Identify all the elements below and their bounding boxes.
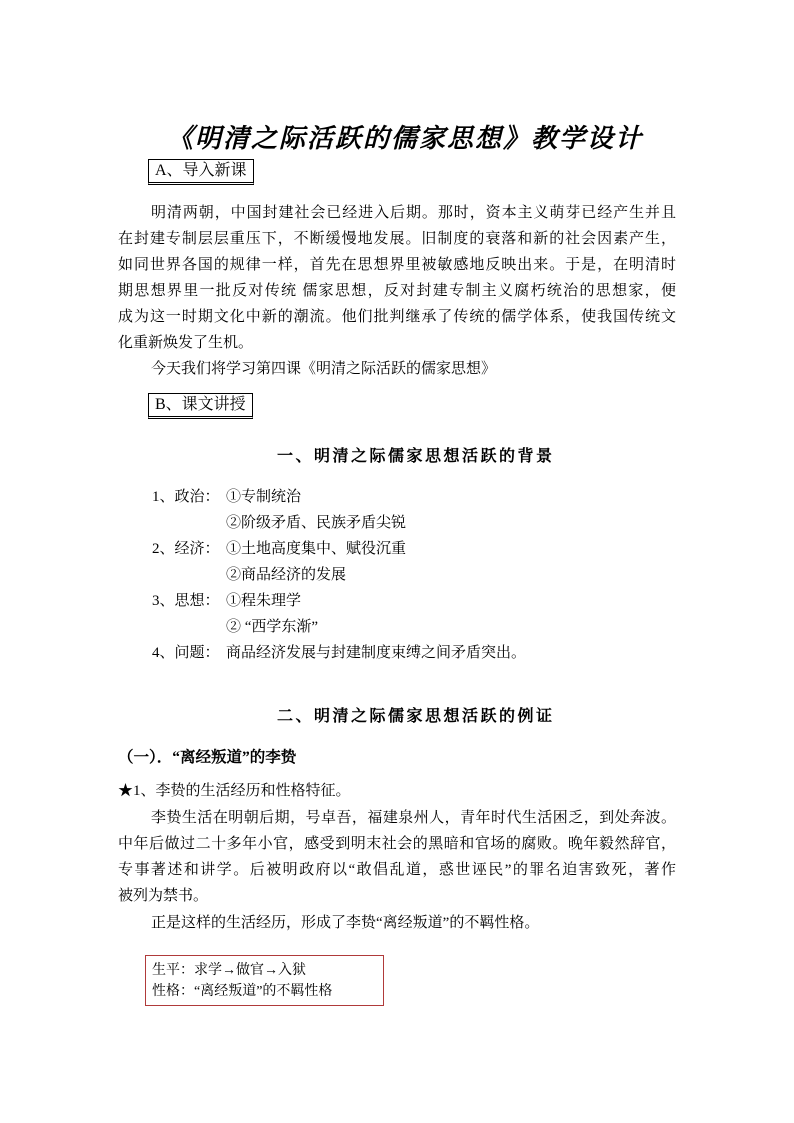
summary-character-line	[152, 981, 377, 1002]
paragraph-line: 明清两朝，中国封建社会已经进入后期。那时，资本主义萌芽已经产生并且	[151, 205, 676, 221]
paragraph-line: 李贽生活在明朝后期，号卓吾，福建泉州人，青年时代生活困乏，到处奔波。	[151, 810, 676, 826]
summary-life-label: 生平：	[152, 963, 194, 978]
intro-closing-line: 今天我们将学习第四课《明清之际活跃的儒家思想》	[151, 361, 497, 377]
factor-label: 4、问题：	[152, 645, 220, 661]
factor-item-thought-point-2	[152, 614, 526, 640]
part-1-heading: 一、明清之际儒家思想活跃的背景	[277, 446, 555, 465]
factor-point: ①专制统治	[226, 489, 302, 505]
factor-item-politics	[152, 484, 526, 510]
paragraph-line: 中年后做过二十多年小官，感受到明末社会的黑暗和官场的腐败。晚年毅然辞官，	[118, 836, 676, 852]
factor-label: 2、经济：	[152, 541, 220, 557]
factor-point: ②阶级矛盾、民族矛盾尖锐	[226, 515, 407, 531]
paragraph-line: 化重新焕发了生机。	[118, 335, 254, 351]
factor-item-economy	[152, 536, 526, 562]
factor-item-thought	[152, 588, 526, 614]
summary-character-value: “离经叛道”的不羁性格	[194, 984, 333, 999]
paragraph-line: 成为这一时期文化中新的潮流。他们批判继承了传统的儒学体系，使我国传统文	[118, 309, 676, 325]
factor-item-politics-point-2	[152, 510, 526, 536]
factor-point: ②商品经济的发展	[226, 567, 347, 583]
factor-label: 3、思想：	[152, 593, 220, 609]
factor-point: 商品经济发展与封建制度束缚之间矛盾突出。	[226, 645, 527, 661]
paragraph-line: 专事著述和讲学。后被明政府以“敢倡乱道，惑世诬民”的罪名迫害致死，著作	[118, 862, 676, 878]
point-title: ★1、李贽的生活经历和性格特征。	[118, 783, 351, 799]
background-factors-list	[152, 484, 526, 666]
summary-life-line	[152, 960, 377, 981]
conclusion-line: 正是这样的生活经历，形成了李贽“离经叛道”的不羁性格。	[151, 915, 540, 931]
paragraph-line: 被列为禁书。	[118, 888, 209, 904]
part-2-heading: 二、明清之际儒家思想活跃的例证	[277, 706, 555, 725]
factor-point: ①程朱理学	[226, 593, 302, 609]
factor-point: ①土地高度集中、赋役沉重	[226, 541, 407, 557]
summary-box	[145, 955, 384, 1006]
factor-item-economy-point-2	[152, 562, 526, 588]
intro-paragraph	[118, 200, 676, 382]
summary-character-label: 性格：	[152, 984, 194, 999]
paragraph-line: 在封建专制层层重压下，不断缓慢地发展。旧制度的衰落和新的社会因素产生，	[118, 231, 676, 247]
paragraph-line: 如同世界各国的规律一样，首先在思想界里被敏感地反映出来。于是，在明清时	[118, 257, 676, 273]
li-zhi-paragraph	[118, 805, 676, 909]
section-a-heading: A、导入新课	[148, 159, 254, 185]
li-zhi-subheading: （一）．“离经叛道”的李贽	[118, 749, 297, 766]
summary-life-value: 求学→做官→入狱	[194, 963, 306, 978]
factor-point: ② “西学东渐”	[226, 619, 319, 635]
factor-item-problem	[152, 640, 526, 666]
factor-label: 1、政治：	[152, 489, 220, 505]
document-title: 《明清之际活跃的儒家思想》教学设计	[166, 124, 643, 154]
paragraph-line: 期思想界里一批反对传统 儒家思想，反对封建专制主义腐朽统治的思想家，便	[118, 283, 676, 299]
section-b-heading: B、课文讲授	[148, 393, 253, 419]
